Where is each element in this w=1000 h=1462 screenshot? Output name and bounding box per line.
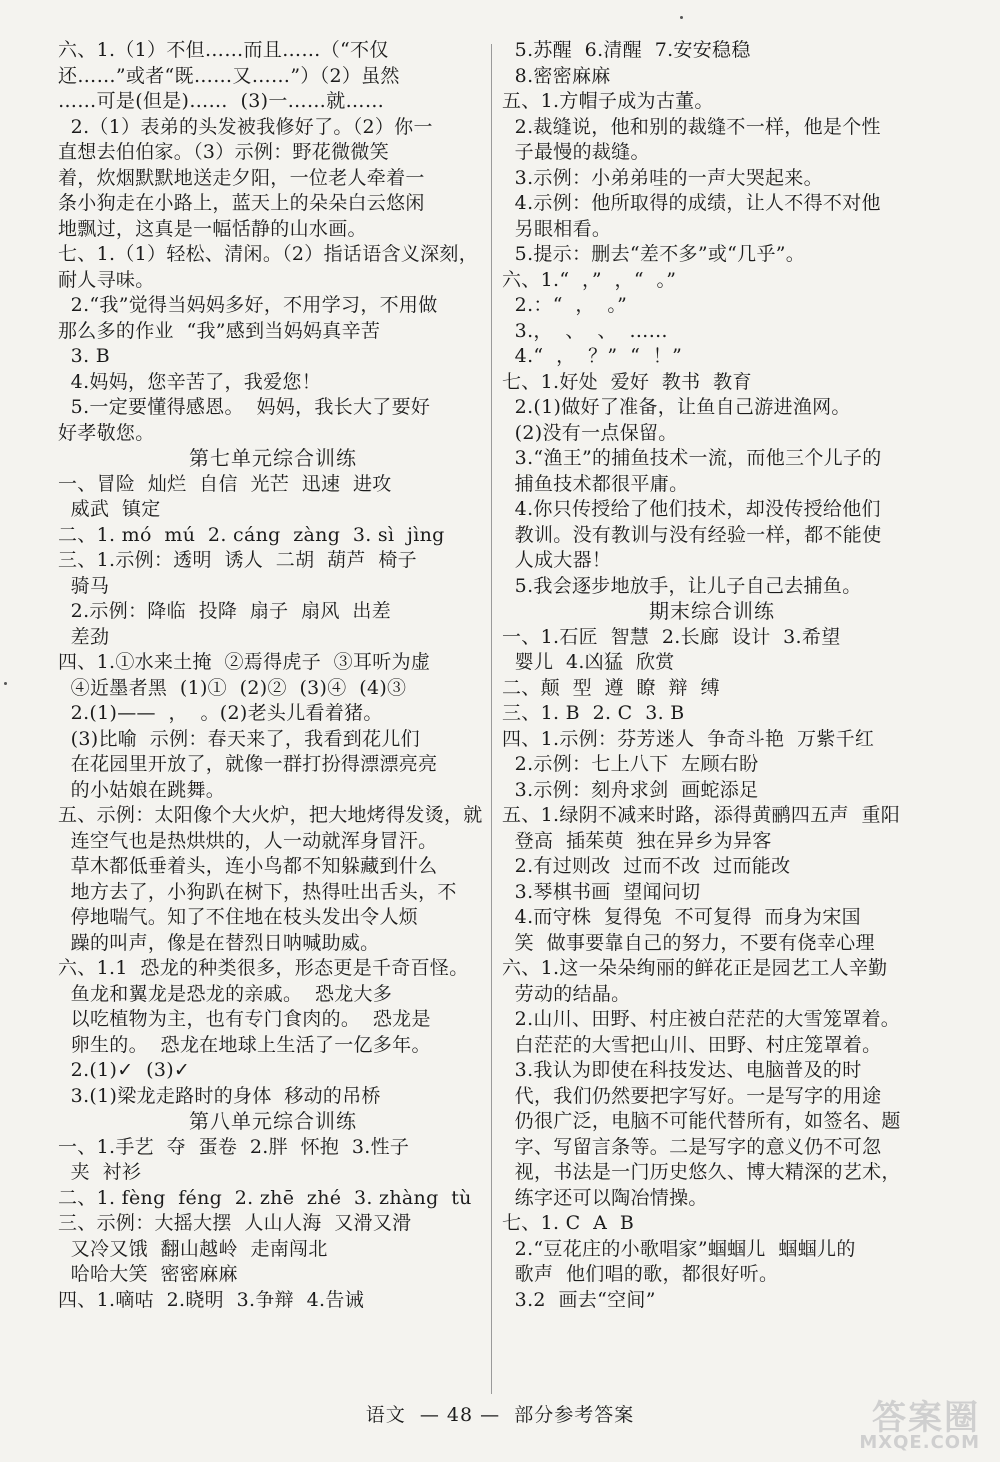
answer-line: 2.示例：七上八下 左顾右盼 <box>502 753 759 775</box>
answer-line: 2.“豆花庄的小歌唱家”蝈蝈儿 蝈蝈儿的 <box>502 1237 856 1260</box>
answer-line: 七、1.（1）轻松、清闲。（2）指话语含义深刻， <box>58 243 479 265</box>
answer-line: 练字还可以陶冶情操。 <box>502 1186 708 1209</box>
scan-speck <box>4 682 7 685</box>
answer-line: 地方去了，小狗趴在树下，热得吐出舌头，不 <box>58 880 457 903</box>
right-column <box>502 38 922 1313</box>
answer-line: 地飘过，这真是一幅恬静的山水画。 <box>58 217 367 240</box>
answer-line: 4.示例：他所取得的成绩，让人不得不对他 <box>502 192 881 214</box>
answer-line: 三、1.示例：透明 诱人 二胡 葫芦 椅子 <box>58 549 417 571</box>
column-divider <box>491 44 492 1394</box>
answer-line: 一、冒险 灿烂 自信 光芒 迅速 进攻 <box>58 472 392 495</box>
answer-line: 二、1. mó mú 2. cáng zàng 3. sì jìng <box>58 523 445 546</box>
answer-line: 好孝敬您。 <box>58 421 155 444</box>
answer-line: 差劲 <box>58 625 110 648</box>
answer-line: 2.(1)—— ， 。(2)老头儿看着猪。 <box>58 702 383 724</box>
answer-line: 七、1. C A B <box>502 1212 635 1234</box>
answer-line: 2.“我”觉得当妈妈多好，不用学习，不用做 <box>58 294 438 316</box>
answer-line: 5.我会逐步地放手，让儿子自己去捕鱼。 <box>502 574 862 597</box>
answer-line: 着，炊烟默默地送走夕阳，一位老人牵着一 <box>58 166 425 189</box>
answer-line: (2)没有一点保留。 <box>502 421 678 444</box>
watermark-logo <box>808 1390 988 1460</box>
answer-line: 捕鱼技术都很平庸。 <box>502 472 689 495</box>
answer-line: 卵生的。 恐龙在地球上生活了一亿多年。 <box>58 1033 431 1056</box>
answer-line: 3.“渔王”的捕鱼技术一流，而他三个儿子的 <box>502 447 882 469</box>
answer-line: 三、示例：大摇大摆 人山人海 又滑又滑 <box>58 1212 412 1234</box>
answer-line: 4.而守株 复得兔 不可复得 而身为宋国 <box>502 906 861 928</box>
answer-line: 那么多的作业 “我”感到当妈妈真辛苦 <box>58 319 381 342</box>
section-heading: 第七单元综合训练 <box>189 446 357 470</box>
answer-line: 连空气也是热烘烘的，人一动就浑身冒汗。 <box>58 829 438 852</box>
answer-line: 2.(1)✓ (3)✓ <box>58 1059 191 1081</box>
answer-line: 2.裁缝说，他和别的裁缝不一样，他是个性 <box>502 115 881 138</box>
answer-line: 六、1.1 恐龙的种类很多，形态更是千奇百怪。 <box>58 957 469 979</box>
answer-line: 以吃植物为主，也有专门食肉的。 恐龙是 <box>58 1008 431 1030</box>
page-footer: 语文 — 48 — 部分参考答案 <box>365 1404 635 1426</box>
answer-line: 婴儿 4.凶猛 欣赏 <box>502 651 675 673</box>
answer-line: 4.妈妈，您辛苦了，我爱您！ <box>58 370 322 393</box>
answer-line: 2.示例：降临 投降 扇子 扇风 出差 <box>58 600 392 622</box>
answer-line: 字、写留言条等。二是写字的意义仍不可忽 <box>502 1135 882 1158</box>
answer-line: 3.示例：刻舟求剑 画蛇添足 <box>502 778 759 801</box>
answer-line: 草木都低垂着头，连小鸟都不知躲藏到什么 <box>58 855 438 877</box>
answer-line: 还……”或者“既……又……”）（2）虽然 <box>58 64 400 87</box>
answer-line: 一、1.石匠 智慧 2.长廊 设计 3.希望 <box>502 625 841 648</box>
answer-line: 5.提示：删去“差不多”或“几乎”。 <box>502 243 806 265</box>
answer-line: 五、1.绿阴不减来时路，添得黄鹂四五声 重阳 <box>502 804 901 826</box>
answer-line: 5.苏醒 6.清醒 7.安安稳稳 <box>502 39 751 61</box>
answer-line: 歌声 他们唱的歌，都很好听。 <box>502 1263 779 1285</box>
answer-line: 2.山川、田野、村庄被白茫茫的大雪笼罩着。 <box>502 1008 901 1030</box>
answer-line: 躁的叫声，像是在替烈日呐喊助威。 <box>58 931 380 954</box>
answer-line: 五、示例：太阳像个大火炉，把大地烤得发烫，就 <box>58 804 483 826</box>
answer-line: 六、1.这一朵朵绚丽的鲜花正是园艺工人辛勤 <box>502 957 888 979</box>
answer-line: 3.(1)梁龙走路时的身体 移动的吊桥 <box>58 1084 381 1107</box>
answer-line: 3.示例：小弟弟哇的一声大哭起来。 <box>502 166 823 189</box>
answer-line: 四、1.①水来土掩 ②焉得虎子 ③耳听为虚 <box>58 651 431 673</box>
answer-line: 3.， 、 、 …… <box>502 319 668 342</box>
answer-line: 仍很广泛，电脑不可能代替所有，如签名、题 <box>502 1110 901 1132</box>
answer-line: 停地喘气。知了不住地在枝头发出令人烦 <box>58 906 419 928</box>
answer-line: 三、1. B 2. C 3. B <box>502 702 685 724</box>
answer-line: 子最慢的裁缝。 <box>502 141 650 163</box>
answer-line: 2.（1）表弟的头发被我修好了。（2）你一 <box>58 115 433 138</box>
answer-line: 3.琴棋书画 望闻问切 <box>502 880 701 903</box>
answer-line: 2.(1)做好了准备，让鱼自己游进渔网。 <box>502 396 851 418</box>
answer-line: 六、1.“ ，” ，“ 。” <box>502 268 677 291</box>
answer-line: 的小姑娘在跳舞。 <box>58 778 226 801</box>
answer-line: 5.一定要懂得感恩。 妈妈，我长大了要好 <box>58 396 431 418</box>
answer-line: 二、颠 型 遵 瞭 辩 缚 <box>502 676 720 699</box>
answer-line: 人成大器！ <box>502 549 612 571</box>
answer-line: 四、1.嘀咕 2.晓明 3.争辩 4.告诫 <box>58 1288 364 1311</box>
answer-line: 夹 衬衫 <box>58 1161 142 1183</box>
answer-line: ……可是(但是)…… (3)一……就…… <box>58 90 385 112</box>
watermark-url: MXQE.COM <box>859 1432 980 1453</box>
answer-line: 3.2 画去“空间” <box>502 1288 656 1311</box>
answer-line: 四、1.示例：芬芳迷人 争奇斗艳 万紫千红 <box>502 727 875 750</box>
answer-line: 条小狗走在小路上，蓝天上的朵朵白云悠闲 <box>58 192 425 214</box>
section-heading: 期末综合训练 <box>649 599 775 623</box>
answer-line: 一、1.手艺 夺 蛋卷 2.胖 怀抱 3.性子 <box>58 1135 410 1158</box>
answer-line: 六、1.（1）不但……而且……（“不仅 <box>58 39 389 61</box>
answer-line: 8.密密麻麻 <box>502 64 611 87</box>
answer-line: 劳动的结晶。 <box>502 982 631 1005</box>
answer-line: 又冷又饿 翻山越岭 走南闯北 <box>58 1237 328 1260</box>
answer-line: 登高 插茱萸 独在异乡为异客 <box>502 829 772 852</box>
answer-line: 威武 镇定 <box>58 498 161 520</box>
answer-line: 五、1.方帽子成为古董。 <box>502 90 714 112</box>
left-column <box>58 38 488 1313</box>
answer-line: 4.“ ， ？” “ ！” <box>502 345 683 367</box>
answer-line: 另眼相看。 <box>502 217 612 240</box>
answer-line: 骑马 <box>58 574 110 597</box>
answer-line: 视，书法是一门历史悠久、博大精深的艺术， <box>502 1161 901 1183</box>
answer-line: 七、1.好处 爱好 教书 教育 <box>502 370 752 393</box>
answer-line: 3.我认为即使在科技发达、电脑普及的时 <box>502 1059 862 1081</box>
answer-line: (3)比喻 示例：春天来了，我看到花儿们 <box>58 727 420 750</box>
answer-line: 耐人寻味。 <box>58 268 155 291</box>
answer-line: 二、1. fèng féng 2. zhē zhé 3. zhàng tù <box>58 1186 472 1209</box>
answer-line: 教训。没有教训与没有经验一样，都不能使 <box>502 523 882 546</box>
answer-line: 哈哈大笑 密密麻麻 <box>58 1263 238 1285</box>
answer-line: 在花园里开放了，就像一群打扮得漂漂亮亮 <box>58 753 438 775</box>
answer-line: ④近墨者黑 (1)① (2)② (3)④ (4)③ <box>58 676 407 699</box>
answer-line: 直想去伯伯家。（3）示例：野花微微笑 <box>58 141 389 163</box>
answer-line: 鱼龙和翼龙是恐龙的亲戚。 恐龙大多 <box>58 982 393 1005</box>
answer-line: 代，我们仍然要把字写好。一是写字的用途 <box>502 1084 882 1107</box>
section-heading: 第八单元综合训练 <box>189 1109 357 1133</box>
answer-line: 3. B <box>58 345 111 367</box>
answer-line: 4.你只传授给了他们技术，却没传授给他们 <box>502 498 881 520</box>
answer-line: 2.：“ ， 。” <box>502 294 628 316</box>
scan-speck <box>680 16 683 19</box>
answer-line: 笑 做事要靠自己的努力，不要有侥幸心理 <box>502 931 875 954</box>
answer-line: 2.有过则改 过而不改 过而能改 <box>502 855 791 877</box>
watermark-title: 答案圈 <box>872 1398 980 1438</box>
answer-line: 白茫茫的大雪把山川、田野、村庄笼罩着。 <box>502 1033 882 1056</box>
